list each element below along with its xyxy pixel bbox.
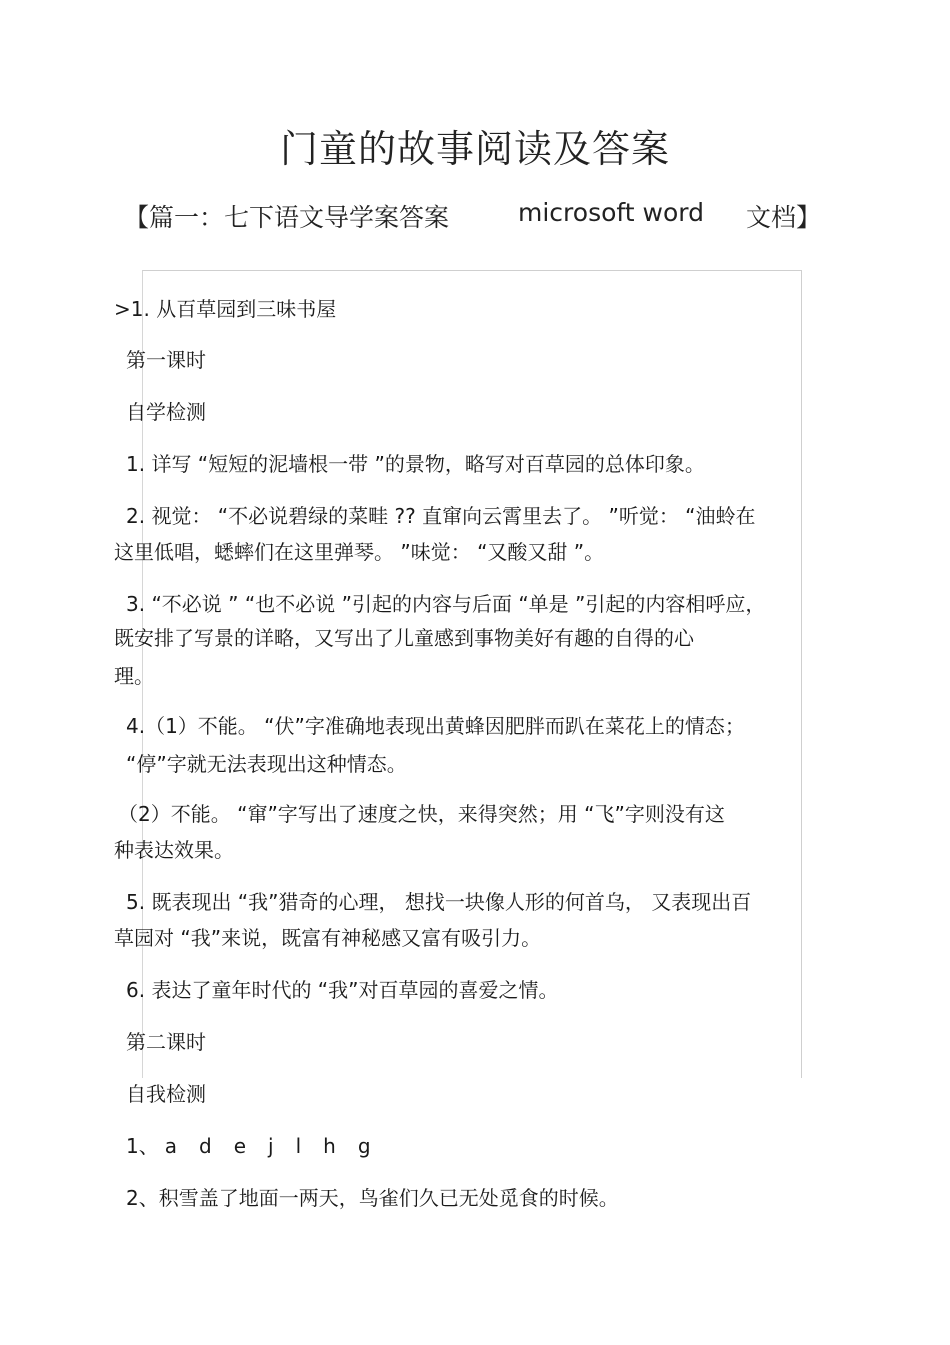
- answer-4-line-2: “停”字就无法表现出这种情态。: [126, 752, 407, 776]
- letter-item: j: [268, 1134, 274, 1158]
- letter-item: h: [323, 1134, 336, 1158]
- check-answer-1: [126, 1128, 393, 1164]
- check-answer-2: 2、积雪盖了地面一两天，鸟雀们久已无处觅食的时候。: [126, 1186, 619, 1210]
- letter-item: d: [199, 1134, 212, 1158]
- self-check-label-1: 自学检测: [126, 400, 206, 424]
- page-frame: [142, 270, 802, 1078]
- answer-1: 1. 详写 “短短的泥墙根一带 ”的景物，略写对百草园的总体印象。: [126, 452, 705, 476]
- page-title: 门童的故事阅读及答案: [279, 127, 670, 171]
- answer-2-line-2: 这里低唱，蟋蟀们在这里弹琴。 ”味觉： “又酸又甜 ”。: [114, 540, 605, 564]
- lesson-two-label: 第二课时: [126, 1030, 206, 1054]
- answer-6: 6. 表达了童年时代的 “我”对百草园的喜爱之情。: [126, 978, 559, 1002]
- subtitle-part-1: 【篇一：七下语文导学案答案: [124, 203, 450, 232]
- answer-4b-line-2: 种表达效果。: [114, 838, 234, 862]
- answer-4b-line-1: （2）不能。 “窜”字写出了速度之快，来得突然；用 “飞”字则没有这: [118, 802, 725, 826]
- check-answer-1-prefix: 1、: [126, 1134, 159, 1158]
- answer-5-line-2: 草园对 “我”来说，既富有神秘感又富有吸引力。: [114, 926, 542, 950]
- answer-4-line-1: 4.（1）不能。 “伏”字准确地表现出黄蜂因肥胖而趴在菜花上的情态；: [126, 714, 745, 738]
- letter-item: a: [164, 1134, 177, 1158]
- lesson-one-label: 第一课时: [126, 348, 206, 372]
- answer-3-line-1: 3. “不必说 ” “也不必说 ”引起的内容与后面 “单是 ”引起的内容相呼应，: [126, 592, 766, 616]
- subtitle-part-3: 文档】: [746, 203, 822, 232]
- answer-5-line-1: 5. 既表现出 “我”猎奇的心理， 想找一块像人形的何首乌， 又表现出百: [126, 890, 752, 914]
- answer-3-line-3: 理。: [114, 664, 154, 688]
- subtitle-part-2: microsoft word: [518, 198, 704, 227]
- answer-3-line-2: 既安排了写景的详略，又写出了儿童感到事物美好有趣的自得的心: [114, 626, 694, 650]
- letter-item: l: [295, 1134, 302, 1158]
- letter-item: e: [233, 1134, 247, 1158]
- self-check-label-2: 自我检测: [126, 1082, 206, 1106]
- section-heading: >1. 从百草园到三味书屋: [114, 297, 337, 321]
- answer-2-line-1: 2. 视觉： “不必说碧绿的菜畦 ?? 直窜向云霄里去了。 ”听觉： “油蛉在: [126, 504, 756, 528]
- letter-item: g: [357, 1134, 371, 1158]
